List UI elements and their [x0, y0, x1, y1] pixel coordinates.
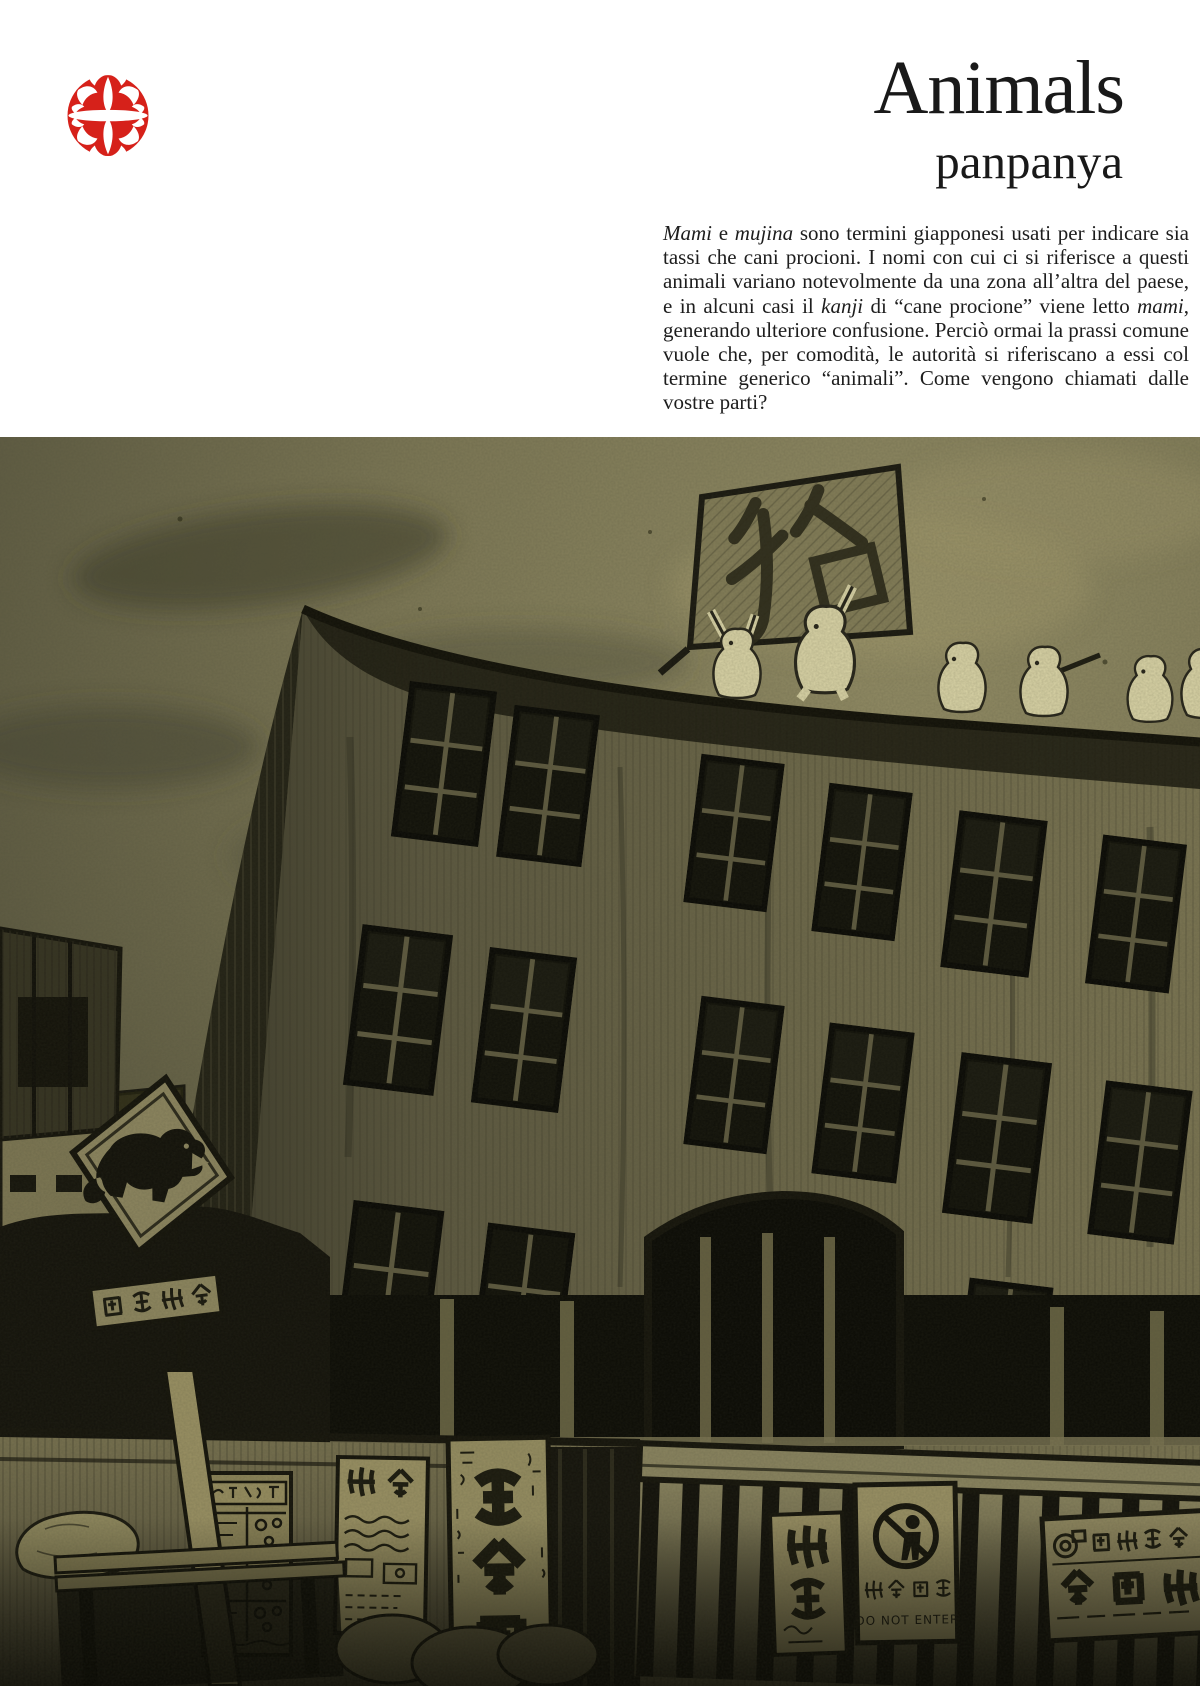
publisher-logo-ornament [68, 72, 147, 160]
paper-grain [0, 437, 1200, 1686]
intro-paragraph: Mami e mujina sono termini giapponesi usati per indicare sia tassi che cani procioni. I nomi con cui ci si riferisce a questi animali variano notevolmente da una zona all’altra del paese, e in alcuni casi il kanji di “cane procione” viene letto mami, generando ulteriore confusione. Perciò ormai la prassi comune vuole che, per comodità, le autorità si riferiscano a essi col termine generico “animali”. Come vengono chiamati dalle vostre parti? [663, 221, 1189, 415]
publisher-logo [64, 60, 152, 172]
cover-illustration [0, 437, 1200, 1686]
book-title: Animals [873, 46, 1124, 130]
book-author: panpanya [935, 134, 1123, 189]
